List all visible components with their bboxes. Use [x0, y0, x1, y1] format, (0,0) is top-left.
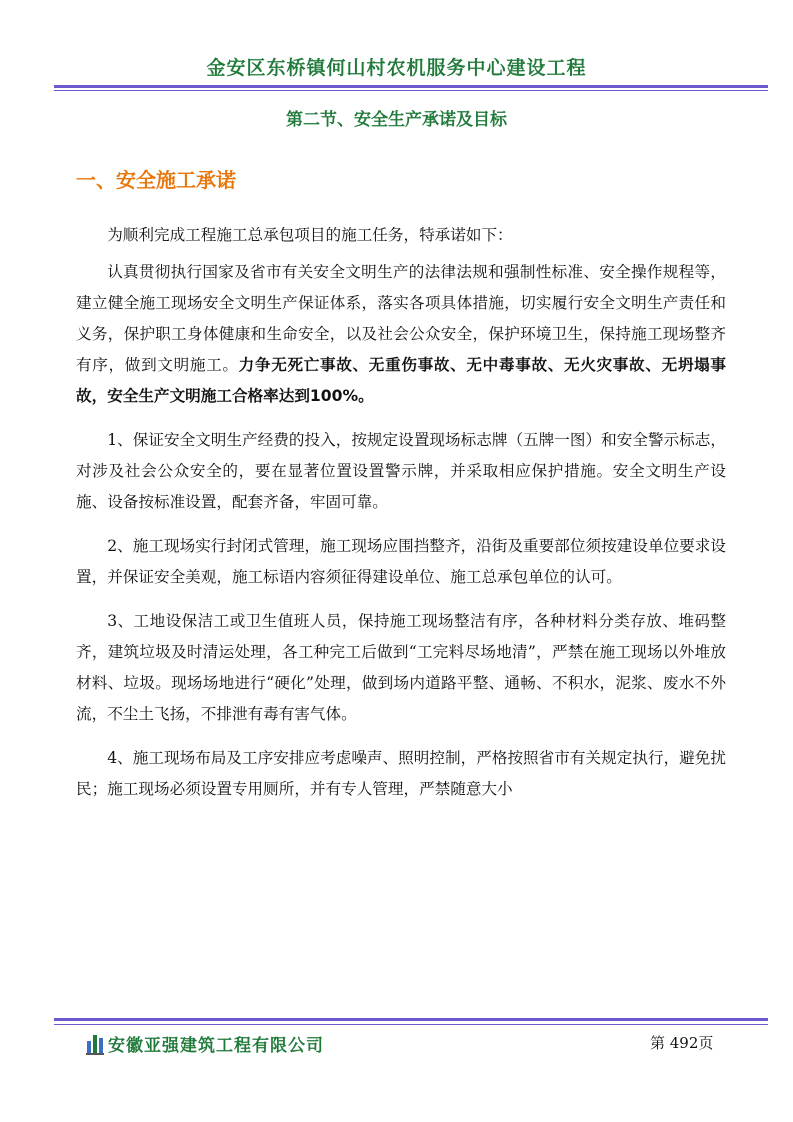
paragraph-item-1: 1、保证安全文明生产经费的投入，按规定设置现场标志牌（五牌一图）和安全警示标志，对涉及社会公众安全的，要在显著位置设置警示牌，并采取相应保护措施。安全文明生产设施、设备按标准设置，配套齐备，牢固可靠。 — [76, 431, 726, 511]
paragraph-intro: 为顺利完成工程施工总承包项目的施工任务，特承诺如下： — [107, 226, 513, 244]
footer-company — [86, 1031, 324, 1056]
heading-safety-commitment: 一、安全施工承诺 — [76, 168, 236, 192]
footer-company-name: 安徽亚强建筑工程有限公司 — [108, 1036, 324, 1056]
paragraph-commitment — [76, 257, 726, 412]
header-rule-thick — [54, 85, 768, 88]
header-rule-thin — [54, 90, 768, 91]
page-number: 第 492页 — [650, 1034, 714, 1052]
building-logo-icon — [86, 1033, 104, 1055]
document-header-title: 金安区东桥镇何山村农机服务中心建设工程 — [206, 57, 587, 79]
footer-rule-thin — [54, 1024, 768, 1025]
body-text — [76, 220, 726, 818]
paragraph-item-4: 4、施工现场布局及工序安排应考虑噪声、照明控制，严格按照省市有关规定执行，避免扰民；施工现场必须设置专用厕所，并有专人管理，严禁随意大小 — [76, 749, 726, 798]
section-title: 第二节、安全生产承诺及目标 — [286, 110, 507, 130]
paragraph-item-2: 2、施工现场实行封闭式管理，施工现场应围挡整齐，沿街及重要部位须按建设单位要求设置，并保证安全美观，施工标语内容须征得建设单位、施工总承包单位的认可。 — [76, 537, 726, 586]
paragraph-item-3: 3、工地设保洁工或卫生值班人员，保持施工现场整洁有序，各种材料分类存放、堆码整齐，建筑垃圾及时清运处理，各工种完工后做到“工完料尽场地清”，严禁在施工现场以外堆放材料、垃圾。现场场地进行“硬化”处理，做到场内道路平整、通畅、不积水，泥浆、废水不外流，不尘土飞扬，不排泄有毒有害气体。 — [76, 612, 726, 723]
commitment-text: 认真贯彻执行国家及省市有关安全文明生产的法律法规和强制性标准、安全操作规程等，建立健全施工现场安全文明生产保证体系，落实各项具体措施，切实履行安全文明生产责任和义务，保护职工身体健康和生命安全，以及社会公众安全，保护环境卫生，保持施工现场整齐有序，做到文明施工。 — [76, 263, 726, 374]
footer-rule-thick — [54, 1018, 768, 1021]
commitment-goal-bold: 力争无死亡事故、无重伤事故、无中毒事故、无火灾事故、无坍塌事故，安全生产文明施工合格率达到100%。 — [76, 356, 726, 405]
